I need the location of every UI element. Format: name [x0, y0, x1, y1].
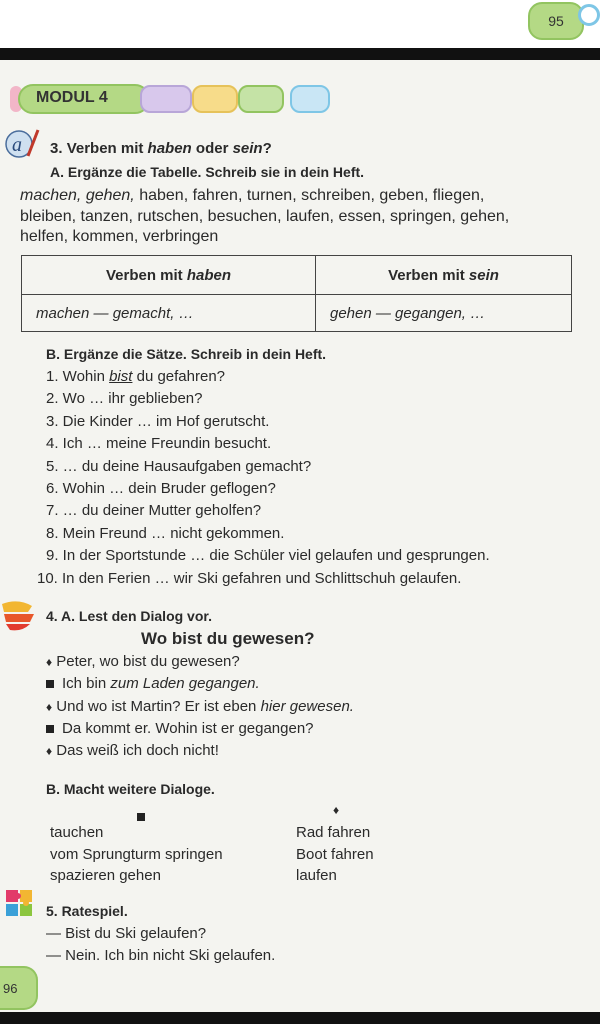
- word-list-line-1: machen, gehen, haben, fahren, turnen, schreiben, geben, fliegen,: [20, 187, 485, 204]
- dialog-line-3: ♦ Und wo ist Martin? Er ist eben hier gewesen.: [46, 698, 354, 715]
- dialog-line-5: ♦ Das weiß ich doch nicht!: [46, 742, 219, 759]
- bottom-bar: [0, 1012, 600, 1024]
- table-header-haben: Verben mit haben: [22, 256, 316, 295]
- ring-icon: [578, 4, 600, 26]
- yellow-tab-decoration: [192, 85, 238, 113]
- table-cell-haben-example: machen — gemacht, …: [22, 295, 316, 332]
- word-list-line-3: helfen, kommen, verbringen: [20, 228, 219, 245]
- verbs-table: [21, 255, 572, 332]
- left-option-1: tauchen: [50, 824, 104, 841]
- square-marker: [137, 808, 153, 826]
- module-label: MODUL 4: [36, 89, 108, 106]
- dialog-title: Wo bist du gewesen?: [141, 629, 315, 648]
- exercise-3b-instruction: B. Ergänze die Sätze. Schreib in dein Heft.: [46, 346, 327, 362]
- sentence-2: 2. Wo … ihr geblieben?: [46, 390, 203, 407]
- exercise-3-title: 3. Verben mit haben oder sein?: [50, 140, 272, 157]
- sentence-8: 8. Mein Freund … nicht gekommen.: [46, 525, 285, 542]
- speaking-exercise-icon: [0, 598, 38, 632]
- exercise-4b-title: B. Macht weitere Dialoge.: [46, 781, 215, 797]
- right-option-2: Boot fahren: [296, 846, 374, 863]
- right-option-1: Rad fahren: [296, 824, 371, 841]
- puzzle-game-icon: [2, 886, 40, 922]
- exercise-3a-instruction: A. Ergänze die Tabelle. Schreib sie in dein Heft.: [50, 164, 365, 180]
- sentence-9: 9. In der Sportstunde … die Schüler viel gelaufen und gesprungen.: [46, 547, 490, 564]
- green-tab-decoration: [238, 85, 284, 113]
- exercise-4a-title: 4. A. Lest den Dialog vor.: [46, 608, 212, 624]
- page-separator-bar: [0, 48, 600, 60]
- sentence-1: 1. Wohin bist du gefahren?: [46, 368, 226, 385]
- exercise-5-title: 5. Ratespiel.: [46, 903, 128, 919]
- page-number-bottom: 96: [0, 966, 38, 1010]
- table-header-sein: Verben mit sein: [316, 256, 572, 295]
- guessing-line-1: — Bist du Ski gelaufen?: [46, 925, 207, 942]
- sentence-3: 3. Die Kinder … im Hof gerutscht.: [46, 413, 270, 430]
- sentence-6: 6. Wohin … dein Bruder geflogen?: [46, 480, 276, 497]
- left-option-3: spazieren gehen: [50, 867, 161, 884]
- top-page-strip: [0, 0, 600, 48]
- dialog-line-2: Ich bin zum Laden gegangen.: [46, 674, 260, 694]
- svg-text:a: a: [12, 134, 22, 156]
- blue-tab-decoration: [290, 85, 330, 113]
- sentence-5: 5. … du deine Hausaufgaben gemacht?: [46, 458, 312, 475]
- word-list-line-2: bleiben, tanzen, rutschen, besuchen, laufen, essen, springen, gehen,: [20, 208, 510, 225]
- page-number-top: 95: [528, 2, 584, 40]
- sentence-7: 7. … du deiner Mutter geholfen?: [46, 502, 262, 519]
- guessing-line-2: — Nein. Ich bin nicht Ski gelaufen.: [46, 947, 276, 964]
- writing-exercise-icon: [4, 126, 42, 160]
- dialog-line-4: Da kommt er. Wohin ist er gegangen?: [46, 719, 314, 739]
- left-option-2: vom Sprungturm springen: [50, 846, 223, 863]
- table-cell-sein-example: gehen — gegangen, …: [316, 295, 572, 332]
- diamond-marker: ♦: [333, 803, 340, 817]
- sentence-10: 10. In den Ferien … wir Ski gefahren und Schlittschuh gelaufen.: [37, 570, 462, 587]
- sentence-4: 4. Ich … meine Freundin besucht.: [46, 435, 272, 452]
- purple-tab-decoration: [140, 85, 192, 113]
- right-option-3: laufen: [296, 867, 337, 884]
- dialog-line-1: ♦ Peter, wo bist du gewesen?: [46, 653, 240, 670]
